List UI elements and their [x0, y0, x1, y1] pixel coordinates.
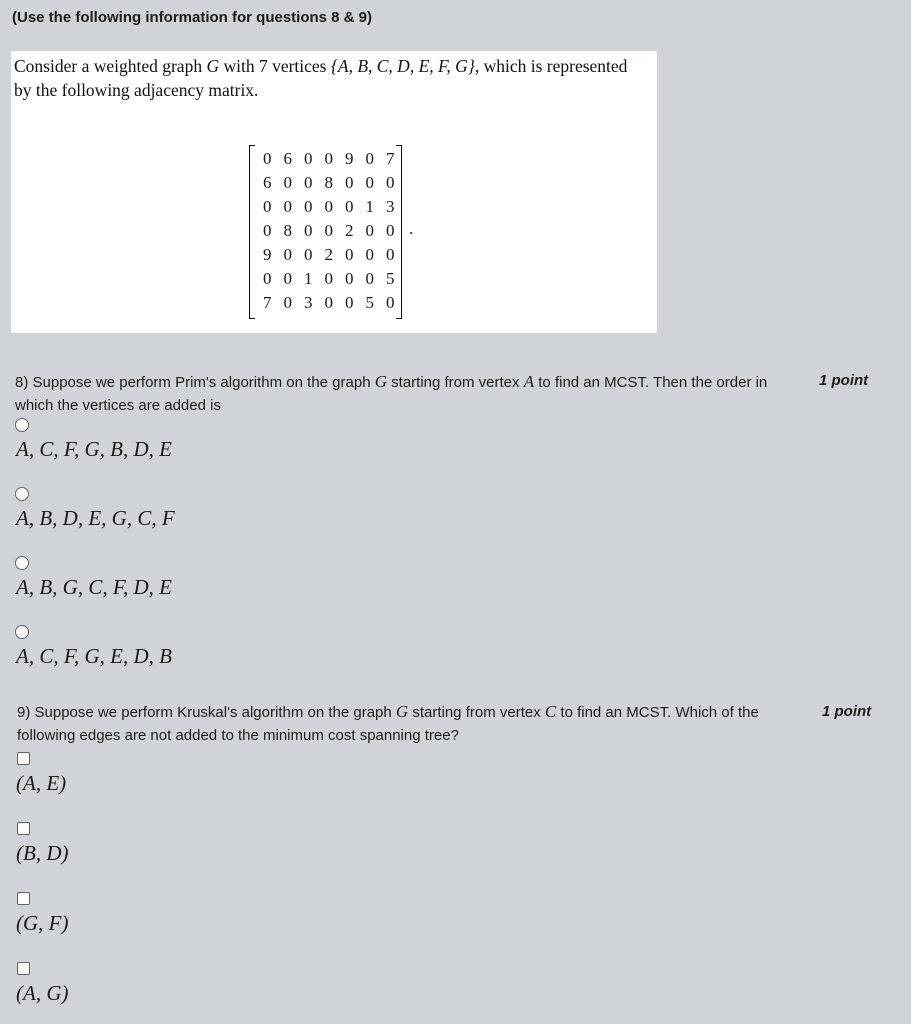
description-text: with 7 vertices [219, 56, 331, 76]
instruction-header: (Use the following information for questions 8 & 9) [12, 9, 373, 26]
q9-text: starting from vertex [408, 704, 545, 721]
q8-points: 1 point [819, 372, 869, 389]
matrix-grid [257, 147, 399, 315]
matrix-cell: 2 [345, 221, 354, 240]
adjacency-matrix [249, 145, 427, 317]
matrix-cell: 8 [324, 173, 333, 192]
matrix-cell: 5 [386, 269, 395, 288]
q8-option-4-label[interactable]: A, C, F, G, E, D, B [16, 644, 172, 668]
q8-text: to find an MCST. Then the order in [534, 374, 768, 391]
matrix-cell: 0 [365, 221, 374, 240]
q9-option-2-label[interactable]: (B, D) [16, 841, 69, 865]
matrix-cell: 0 [365, 149, 374, 168]
vertex-symbol: C [544, 702, 557, 721]
matrix-cell: 0 [345, 293, 354, 312]
matrix-cell: 0 [345, 173, 354, 192]
graph-info-box [11, 51, 657, 333]
q9-points: 1 point [822, 703, 872, 720]
matrix-cell: 0 [386, 221, 395, 240]
matrix-cell: 2 [324, 245, 333, 264]
q8-option-3-label[interactable]: A, B, G, C, F, D, E [16, 575, 172, 599]
q8-option-4-radio[interactable] [15, 625, 29, 639]
matrix-cell: 8 [283, 221, 292, 240]
matrix-cell: 0 [263, 197, 272, 216]
matrix-right-bracket [396, 145, 402, 319]
matrix-cell: 0 [324, 293, 333, 312]
q8-text: starting from vertex [386, 374, 524, 391]
q9-text: 9) Suppose we perform Kruskal's algorithm on the graph [17, 704, 396, 721]
q9-option-4-label[interactable]: (A, G) [16, 981, 69, 1005]
matrix-cell: 0 [283, 173, 292, 192]
q8-option-2-radio[interactable] [15, 487, 29, 501]
matrix-cell: 0 [304, 221, 313, 240]
matrix-cell: 0 [304, 245, 313, 264]
matrix-cell: 7 [386, 149, 395, 168]
matrix-cell: 3 [386, 197, 395, 216]
q9-text: to find an MCST. Which of the [556, 704, 759, 721]
matrix-cell: 0 [324, 197, 333, 216]
matrix-cell: 0 [283, 197, 292, 216]
matrix-left-bracket [249, 145, 255, 319]
matrix-cell: 0 [345, 197, 354, 216]
q9-option-4-checkbox[interactable] [17, 962, 30, 975]
vertex-symbol: A [523, 372, 535, 391]
matrix-cell: 0 [263, 269, 272, 288]
matrix-cell: 0 [386, 173, 395, 192]
q8-text-line2: which the vertices are added is [15, 397, 221, 414]
matrix-cell: 0 [283, 245, 292, 264]
matrix-cell: 9 [263, 245, 272, 264]
matrix-cell: 0 [324, 221, 333, 240]
matrix-cell: 0 [263, 221, 272, 240]
matrix-cell: 0 [283, 269, 292, 288]
question-8-text [15, 370, 885, 417]
matrix-cell: 1 [365, 197, 374, 216]
matrix-cell: 6 [263, 173, 272, 192]
q8-option-3-radio[interactable] [15, 556, 29, 570]
q8-option-1-label[interactable]: A, C, F, G, B, D, E [16, 437, 172, 461]
matrix-period: . [409, 219, 414, 238]
q9-text-line2: following edges are not added to the minimum cost spanning tree? [17, 727, 459, 744]
q8-option-1-radio[interactable] [15, 418, 29, 432]
matrix-cell: 0 [283, 293, 292, 312]
matrix-cell: 7 [263, 293, 272, 312]
matrix-cell: 9 [345, 149, 354, 168]
vertex-set: {A, B, C, D, E, F, G} [330, 56, 475, 76]
graph-description [14, 54, 654, 102]
q8-option-2-label[interactable]: A, B, D, E, G, C, F [16, 506, 175, 530]
graph-symbol: G [374, 372, 387, 391]
matrix-cell: 0 [263, 149, 272, 168]
matrix-cell: 0 [345, 269, 354, 288]
matrix-cell: 0 [386, 245, 395, 264]
matrix-cell: 0 [386, 293, 395, 312]
matrix-cell: 0 [365, 245, 374, 264]
question-9-text [17, 700, 887, 747]
matrix-cell: 5 [365, 293, 374, 312]
matrix-cell: 1 [304, 269, 313, 288]
graph-symbol: G [206, 56, 220, 76]
matrix-cell: 0 [365, 269, 374, 288]
description-text-line2: by the following adjacency matrix. [14, 80, 259, 100]
q9-option-1-label[interactable]: (A, E) [16, 771, 67, 795]
matrix-cell: 6 [283, 149, 292, 168]
matrix-cell: 0 [345, 245, 354, 264]
q9-option-3-checkbox[interactable] [17, 892, 30, 905]
q9-option-2-checkbox[interactable] [17, 822, 30, 835]
matrix-cell: 0 [304, 197, 313, 216]
q8-text: 8) Suppose we perform Prim's algorithm on the graph [15, 374, 375, 391]
matrix-cell: 0 [324, 149, 333, 168]
q9-option-3-label[interactable]: (G, F) [16, 911, 69, 935]
description-text: Consider a weighted graph [14, 56, 207, 76]
matrix-cell: 0 [324, 269, 333, 288]
description-text: , which is represented [474, 56, 628, 76]
matrix-cell: 0 [365, 173, 374, 192]
matrix-cell: 3 [304, 293, 313, 312]
graph-symbol: G [395, 702, 409, 721]
matrix-cell: 0 [304, 149, 313, 168]
matrix-cell: 0 [304, 173, 313, 192]
q9-option-1-checkbox[interactable] [17, 752, 30, 765]
